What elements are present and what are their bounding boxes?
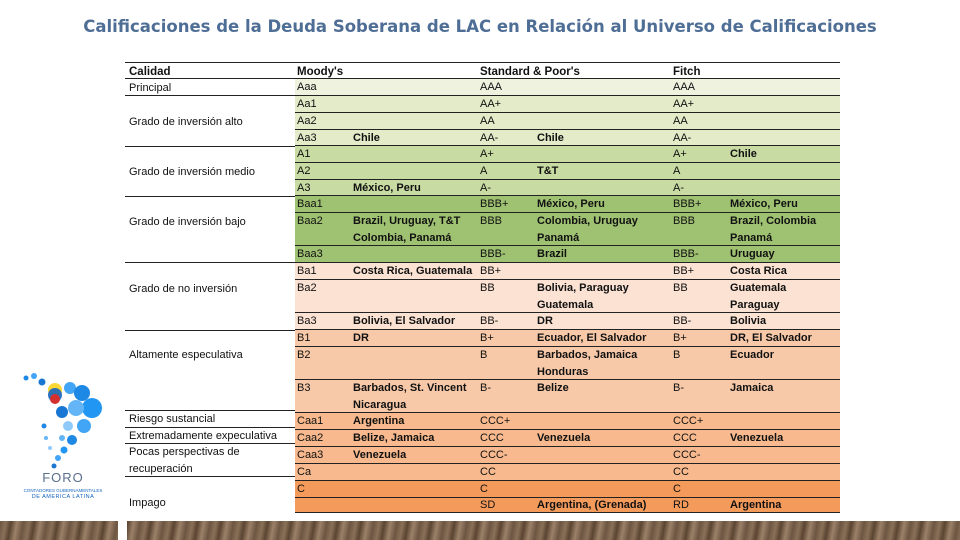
cell-m: A2 — [297, 165, 311, 177]
cell-mc: México, Peru — [353, 181, 421, 194]
cell-m: Aaa — [297, 81, 317, 93]
cell-fc: Costa Rica — [730, 265, 787, 277]
table-row — [125, 230, 840, 246]
category-grado-inversion-alto: Grado de inversión alto — [129, 116, 243, 128]
category-grado-inversion-medio: Grado de inversión medio — [129, 166, 255, 178]
category-separator — [125, 262, 295, 263]
cell-mc: DR — [353, 332, 369, 344]
cell-f: RD — [673, 499, 689, 511]
cell-sc: Barbados, Jamaica — [537, 349, 638, 361]
logo-name: FORO — [42, 470, 84, 485]
cell-f: B+ — [673, 332, 687, 344]
category-separator — [125, 427, 295, 428]
cell-s: BB- — [480, 315, 499, 327]
cell-s: AA+ — [480, 98, 502, 110]
cell-s: CCC — [480, 432, 504, 444]
header-sp: Standard & Poor's — [480, 66, 580, 78]
category-grado-no-inversion: Grado de no inversión — [129, 283, 238, 295]
ratings-table — [125, 62, 840, 512]
table-top-border — [125, 62, 840, 63]
row-background — [295, 163, 840, 180]
cell-f: A+ — [673, 148, 687, 160]
cell-s: BBB — [480, 215, 503, 227]
cell-fc: Argentina — [730, 499, 782, 511]
cell-s: CC — [480, 466, 496, 478]
cell-mc: Venezuela — [353, 449, 407, 461]
category-separator — [125, 476, 295, 477]
cell-f: C — [673, 483, 681, 495]
category-separator — [125, 196, 295, 197]
cell-f: B- — [673, 382, 684, 394]
category-riesgo-sustancial: Riesgo sustancial — [129, 413, 216, 425]
cell-f: B — [673, 349, 681, 361]
cell-s: A — [480, 165, 488, 177]
cell-s: BBB+ — [480, 198, 509, 210]
cell-sc: Colombia, Uruguay — [537, 215, 638, 227]
cell-fc: Bolivia — [730, 315, 767, 327]
header-moodys: Moody's — [297, 66, 344, 78]
cell-m: Ba1 — [297, 265, 317, 277]
cell-s: CCC+ — [480, 415, 511, 427]
cell-m: C — [297, 483, 305, 495]
cell-f: BB- — [673, 315, 692, 327]
cell-fc: Brazil, Colombia — [730, 215, 817, 227]
cell-sc: Venezuela — [537, 432, 591, 444]
cell-f: AA — [673, 115, 688, 127]
table-row — [125, 180, 840, 196]
category-recuperacion: recuperación — [129, 463, 193, 475]
cell-m: Ba3 — [297, 315, 317, 327]
cell-m: A1 — [297, 148, 311, 160]
cell-fc: Venezuela — [730, 432, 784, 444]
cell-m: Ca — [297, 466, 312, 478]
table-row — [125, 330, 840, 347]
category-separator — [125, 410, 295, 411]
table-row — [125, 79, 840, 96]
category-altamente-especulativa: Altamente especulativa — [129, 349, 243, 361]
cell-sc: Bolivia, Paraguay — [537, 282, 629, 294]
cell-fc: Panamá — [730, 231, 773, 244]
category-grado-inversion-bajo: Grado de inversión bajo — [129, 216, 246, 228]
row-background — [295, 481, 840, 498]
cell-f: BB — [673, 282, 688, 294]
table-row — [125, 96, 840, 113]
cell-sc: Brazil — [537, 248, 567, 260]
cell-fc: Chile — [730, 148, 757, 160]
cell-mc: Costa Rica, Guatemala — [353, 265, 473, 277]
cell-sc: T&T — [537, 165, 559, 177]
cell-sc: Belize — [537, 382, 569, 394]
cell-s: B- — [480, 382, 491, 394]
cell-mc: Chile — [353, 131, 380, 144]
cell-fc: DR, El Salvador — [730, 332, 812, 344]
cell-mc: Nicaragua — [353, 398, 407, 411]
cell-s: AA- — [480, 131, 499, 144]
cell-m: A3 — [297, 181, 311, 194]
cell-s: A- — [480, 181, 491, 194]
header-fitch: Fitch — [673, 66, 701, 78]
logo-line1: CONTADORES GUBERNAMENTALES — [23, 488, 103, 493]
category-extremadamente-expeculativa: Extremadamente expeculativa — [129, 430, 277, 442]
category-impago: Impago — [129, 497, 166, 509]
cell-f: BBB+ — [673, 198, 702, 210]
cell-f: CCC- — [673, 449, 701, 461]
table-row — [125, 498, 840, 513]
cell-f: BB+ — [673, 265, 695, 277]
cell-mc: Belize, Jamaica — [353, 432, 435, 444]
cell-m: Aa2 — [297, 115, 317, 127]
cell-f: BBB- — [673, 248, 699, 260]
cell-sc: Ecuador, El Salvador — [537, 332, 647, 344]
cell-s: C — [480, 483, 488, 495]
category-principal: Principal — [129, 82, 172, 94]
category-separator — [125, 95, 295, 96]
row-background — [295, 79, 840, 96]
cell-mc: Colombia, Panamá — [353, 231, 452, 244]
table-row — [125, 246, 840, 263]
cell-f: CC — [673, 466, 689, 478]
cell-f: BBB — [673, 215, 696, 227]
row-background — [295, 464, 840, 481]
cell-sc: México, Peru — [537, 198, 605, 210]
cell-fc: Ecuador — [730, 349, 775, 361]
cell-m: B2 — [297, 349, 311, 361]
cell-fc: Uruguay — [730, 248, 775, 260]
cell-m: Caa2 — [297, 432, 324, 444]
cell-m: B1 — [297, 332, 311, 344]
cell-s: B+ — [480, 332, 494, 344]
cell-s: CCC- — [480, 449, 508, 461]
cell-fc: Paraguay — [730, 298, 780, 311]
logo-dots-graphic — [24, 373, 103, 469]
cell-f: A — [673, 165, 681, 177]
cell-m: B3 — [297, 382, 311, 394]
cell-mc: Brazil, Uruguay, T&T — [353, 215, 461, 227]
cell-m: Caa3 — [297, 449, 324, 461]
header-calidad: Calidad — [129, 66, 171, 78]
cell-s: AA — [480, 115, 495, 127]
cell-f: CCC — [673, 432, 697, 444]
category-separator — [125, 146, 295, 147]
cell-m: Aa3 — [297, 131, 317, 144]
cell-mc: Barbados, St. Vincent — [353, 382, 467, 394]
cell-s: BBB- — [480, 248, 506, 260]
cell-mc: Argentina — [353, 415, 405, 427]
cell-m: Baa1 — [297, 198, 323, 210]
cell-s: A+ — [480, 148, 494, 160]
cell-fc: Jamaica — [730, 382, 774, 394]
cell-sc: Honduras — [537, 365, 589, 378]
cell-f: CCC+ — [673, 415, 704, 427]
table-row — [125, 146, 840, 163]
cell-s: AAA — [480, 81, 503, 93]
category-separator — [125, 330, 295, 331]
cell-sc: Guatemala — [537, 298, 594, 311]
cell-fc: Guatemala — [730, 282, 787, 294]
cell-fc: México, Peru — [730, 198, 798, 210]
cell-f: A- — [673, 181, 684, 194]
table-row — [125, 130, 840, 146]
cell-f: AAA — [673, 81, 696, 93]
cell-sc: Panamá — [537, 231, 580, 244]
cell-s: BB+ — [480, 265, 502, 277]
cell-s: B — [480, 349, 488, 361]
category-separator — [125, 443, 295, 444]
table-row — [125, 313, 840, 330]
cell-sc: DR — [537, 315, 553, 327]
table-row — [125, 297, 840, 313]
page-title: Calificaciones de la Deuda Soberana de LAC en Relación al Universo de Calificaciones — [83, 17, 877, 36]
table-row — [125, 481, 840, 498]
decorative-strip-gap — [118, 521, 127, 540]
table-row — [125, 364, 840, 380]
category-pocas-perspectivas: Pocas perspectivas de — [129, 446, 240, 458]
cell-mc: Bolivia, El Salvador — [353, 315, 456, 327]
cell-m: Caa1 — [297, 415, 324, 427]
table-row — [125, 196, 840, 213]
cell-sc: Chile — [537, 131, 564, 144]
cell-s: SD — [480, 499, 496, 511]
table-row — [125, 464, 840, 481]
logo-line2: DE AMERICA LATINA — [31, 494, 95, 500]
cell-m: Ba2 — [297, 282, 317, 294]
decorative-bottom-strip — [0, 521, 960, 540]
row-background — [295, 96, 840, 113]
table-row — [125, 380, 840, 397]
cell-sc: Argentina, (Grenada) — [537, 499, 647, 511]
cell-m: Baa3 — [297, 248, 323, 260]
cell-m: Aa1 — [297, 98, 317, 110]
cell-f: AA+ — [673, 98, 695, 110]
cell-m: Baa2 — [297, 215, 323, 227]
cell-f: AA- — [673, 131, 692, 144]
foro-logo — [8, 368, 118, 508]
table-row — [125, 263, 840, 280]
row-background — [295, 146, 840, 163]
cell-s: BB — [480, 282, 495, 294]
row-background — [295, 113, 840, 130]
